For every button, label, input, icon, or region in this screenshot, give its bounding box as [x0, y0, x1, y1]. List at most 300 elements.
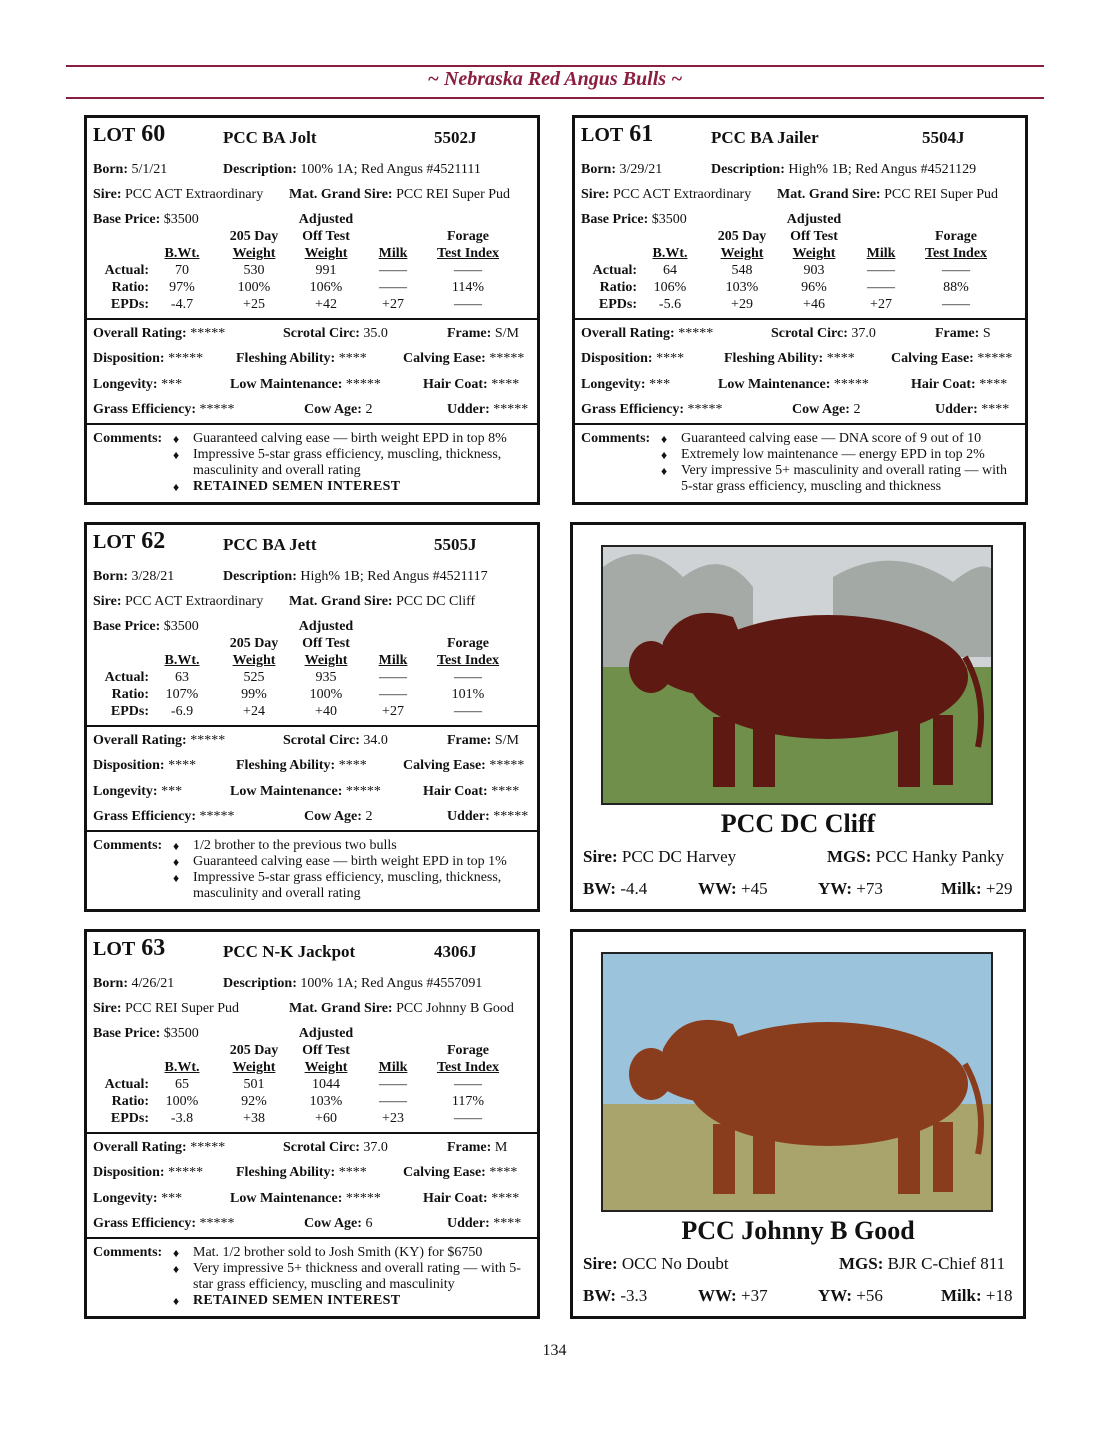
col-forage-bottom: Test Index [436, 1060, 500, 1075]
divider [87, 830, 537, 832]
photo-milk-label: Milk: [941, 879, 982, 898]
comment-text: Impressive 5-star grass efficiency, muscling, thickness, masculinity and overall rating [193, 870, 502, 901]
fleshing-ability-value: **** [338, 351, 367, 366]
row-epds-cell: +46 [803, 297, 825, 312]
comments [93, 431, 537, 501]
longevity-label: Longevity: [93, 784, 158, 799]
grass-efficiency [581, 402, 723, 418]
calving-ease-value: ***** [977, 351, 1013, 366]
row-ratio-cell: 114% [451, 280, 485, 295]
lot-label: LOT [93, 938, 136, 960]
low-maintenance-label: Low Maintenance: [230, 784, 343, 799]
row-ratio-cell: 106% [653, 280, 687, 295]
row-actual-label: Actual: [104, 670, 149, 685]
scrotal-circ-label: Scrotal Circ: [283, 326, 360, 341]
description-label: Description: [223, 162, 297, 177]
udder-value: ***** [493, 402, 529, 417]
comments [581, 431, 1025, 501]
col-205-bottom: Weight [232, 246, 276, 261]
hair-coat-value: **** [491, 784, 520, 799]
longevity [93, 1191, 182, 1207]
disposition [93, 1165, 203, 1181]
low-maintenance-label: Low Maintenance: [230, 1191, 343, 1206]
row-epds-cell: —— [942, 297, 970, 312]
sire-photo-card [570, 522, 1026, 912]
bull-name: PCC BA Jett [223, 535, 317, 554]
sire-name: PCC Johnny B Good [681, 1216, 915, 1245]
photo-sire [583, 1254, 729, 1274]
row-epds-cell: -6.9 [170, 704, 194, 719]
row-actual-cell: —— [454, 1077, 482, 1092]
frame [447, 326, 519, 342]
row-epds-cell: +60 [315, 1111, 337, 1126]
hair-coat-value: **** [491, 1191, 520, 1206]
col-adjusted-bottom: Weight [792, 246, 836, 261]
fleshing-ability [724, 351, 855, 367]
udder [935, 402, 1009, 418]
longevity-value: *** [649, 377, 671, 392]
fleshing-ability-label: Fleshing Ability: [236, 351, 336, 366]
base-price-value: $3500 [163, 1026, 199, 1041]
performance-table [87, 932, 537, 1132]
hair-coat [423, 784, 519, 800]
description-value: High% 1B; Red Angus #4521117 [300, 569, 488, 584]
row-ratio-cell: 107% [165, 687, 199, 702]
row-epds-cell: +25 [243, 297, 265, 312]
diamond-bullet-icon: ♦ [173, 1246, 180, 1260]
col-adjusted-top: Adjusted [786, 212, 842, 227]
scrotal-circ-label: Scrotal Circ: [283, 1140, 360, 1155]
cow-age-label: Cow Age: [792, 402, 850, 417]
col-milk: Milk [866, 246, 896, 261]
calving-ease [403, 351, 524, 367]
photo-sire-value: OCC No Doubt [621, 1254, 729, 1273]
disposition-value: ***** [168, 1165, 204, 1180]
comment-text: RETAINED SEMEN INTEREST [193, 1293, 401, 1308]
frame-value: S/M [494, 733, 519, 748]
row-actual-cell: 1044 [312, 1077, 340, 1092]
comment-text: Very impressive 5+ thickness and overall rating — with 5-star grass efficiency, muscling and masculinity [193, 1261, 521, 1292]
scrotal-circ-label: Scrotal Circ: [283, 733, 360, 748]
photo-ww [698, 879, 768, 899]
disposition-label: Disposition: [93, 758, 165, 773]
longevity [93, 377, 182, 393]
overall-rating [581, 326, 713, 342]
row-actual-cell: —— [942, 263, 970, 278]
frame-value: M [494, 1140, 508, 1155]
low-maintenance [718, 377, 869, 393]
col-milk: Milk [378, 653, 408, 668]
photo-bw-value: -4.4 [620, 879, 648, 898]
mat-grand-sire-label: Mat. Grand Sire: [777, 187, 881, 202]
col-bwt: B.Wt. [164, 1060, 200, 1075]
low-maintenance-label: Low Maintenance: [718, 377, 831, 392]
row-epds-cell: -3.8 [170, 1111, 194, 1126]
cow-age [304, 1216, 372, 1232]
row-ratio-cell: 117% [451, 1094, 485, 1109]
comment-item [173, 479, 533, 495]
row-ratio-cell: 88% [943, 280, 969, 295]
row-epds-label: EPDs: [110, 1111, 149, 1126]
hair-coat-value: **** [979, 377, 1008, 392]
lot-label: LOT [93, 124, 136, 146]
comment-item [173, 1245, 533, 1261]
photo-bw-value: -3.3 [620, 1286, 648, 1305]
base-price-value: $3500 [163, 619, 199, 634]
row-ratio-cell: 101% [451, 687, 485, 702]
comment-item [173, 1261, 533, 1293]
col-forage-bottom: Test Index [924, 246, 988, 261]
photo-yw-label: YW: [818, 1286, 852, 1305]
fleshing-ability [236, 351, 367, 367]
base-price-value: $3500 [651, 212, 687, 227]
hair-coat [911, 377, 1007, 393]
fleshing-ability-label: Fleshing Ability: [724, 351, 824, 366]
calving-ease-value: **** [489, 1165, 518, 1180]
udder [447, 402, 528, 418]
cow-age [304, 402, 372, 418]
col-adjusted-top: Adjusted [298, 619, 354, 634]
diamond-bullet-icon: ♦ [661, 448, 668, 462]
mat-grand-sire-value: PCC Johnny B Good [396, 1001, 514, 1016]
born-value: 3/29/21 [619, 162, 663, 177]
lot-number: 62 [141, 528, 166, 554]
grass-efficiency-label: Grass Efficiency: [93, 402, 197, 417]
sire-name: PCC DC Cliff [720, 809, 876, 838]
mat-grand-sire-label: Mat. Grand Sire: [289, 594, 393, 609]
row-epds-cell: —— [454, 704, 482, 719]
row-ratio-cell: 96% [801, 280, 827, 295]
photo-yw [818, 879, 883, 899]
header-rule-bottom [66, 97, 1044, 99]
base-price-value: $3500 [163, 212, 199, 227]
col-adjusted-bottom: Weight [304, 653, 348, 668]
frame-value: S/M [494, 326, 519, 341]
row-epds-cell: -5.6 [658, 297, 682, 312]
scrotal-circ [283, 1140, 388, 1156]
description-value: 100% 1A; Red Angus #4521111 [300, 162, 481, 177]
page-number: 134 [542, 1342, 567, 1359]
photo-sire-label: Sire: [583, 847, 618, 866]
comment-item [173, 447, 533, 479]
grass-efficiency [93, 402, 235, 418]
row-ratio-cell: 92% [241, 1094, 267, 1109]
hair-coat [423, 1191, 519, 1207]
comment-item [661, 431, 1021, 447]
overall-rating-value: ***** [678, 326, 714, 341]
calving-ease-label: Calving Ease: [403, 1165, 486, 1180]
grass-efficiency-value: ***** [199, 402, 235, 417]
divider [87, 318, 537, 320]
low-maintenance [230, 784, 381, 800]
comment-item [173, 1293, 533, 1309]
comment-text: Very impressive 5+ masculinity and overall rating — with 5-star grass efficiency, muscling and thickness [681, 463, 1007, 494]
calving-ease-value: ***** [489, 351, 525, 366]
row-ratio-label: Ratio: [599, 280, 637, 295]
disposition-value: ***** [168, 351, 204, 366]
photo-mgs-value: PCC Hanky Panky [875, 847, 1005, 866]
grass-efficiency-label: Grass Efficiency: [93, 1216, 197, 1231]
row-actual-cell: 903 [803, 263, 825, 278]
bull-name: PCC BA Jailer [711, 128, 819, 147]
lot-label: LOT [581, 124, 624, 146]
photo-mgs-value: BJR C-Chief 811 [887, 1254, 1006, 1273]
lot-label: LOT [93, 531, 136, 553]
divider [87, 1237, 537, 1239]
col-bwt: B.Wt. [164, 246, 200, 261]
row-epds-cell: +29 [731, 297, 753, 312]
col-adjusted-mid: Off Test [302, 229, 350, 244]
row-epds-cell: —— [454, 297, 482, 312]
low-maintenance-label: Low Maintenance: [230, 377, 343, 392]
row-epds-cell: +27 [382, 297, 404, 312]
col-205-top: 205 Day [229, 229, 279, 244]
hair-coat-label: Hair Coat: [911, 377, 976, 392]
longevity-value: *** [161, 784, 183, 799]
lot-card [84, 115, 540, 505]
fleshing-ability-value: **** [338, 1165, 367, 1180]
grass-efficiency-label: Grass Efficiency: [93, 809, 197, 824]
comment-text: 1/2 brother to the previous two bulls [193, 838, 397, 853]
scrotal-circ-value: 35.0 [363, 326, 388, 341]
row-actual-cell: 525 [243, 670, 265, 685]
col-205-bottom: Weight [720, 246, 764, 261]
lot-card [84, 929, 540, 1319]
fleshing-ability-value: **** [338, 758, 367, 773]
header-rule-top [66, 65, 1044, 67]
description-value: High% 1B; Red Angus #4521129 [788, 162, 977, 177]
photo-milk-label: Milk: [941, 1286, 982, 1305]
overall-rating-value: ***** [190, 733, 226, 748]
bull-tag: 5504J [922, 128, 965, 147]
col-adjusted-mid: Off Test [790, 229, 838, 244]
row-epds-cell: +42 [315, 297, 337, 312]
row-actual-cell: —— [379, 263, 407, 278]
sire-label: Sire: [93, 187, 122, 202]
low-maintenance-value: ***** [345, 1191, 381, 1206]
photo-milk-value: +18 [985, 1286, 1013, 1305]
longevity-value: *** [161, 377, 183, 392]
frame-label: Frame: [447, 733, 492, 748]
disposition-value: **** [168, 758, 197, 773]
row-actual-cell: —— [379, 670, 407, 685]
longevity [93, 784, 182, 800]
bull-name: PCC N-K Jackpot [223, 942, 356, 961]
row-epds-cell: +23 [382, 1111, 404, 1126]
comment-text: Extremely low maintenance — energy EPD in top 2% [681, 447, 985, 462]
comment-item [173, 870, 533, 902]
cow-age-value: 6 [365, 1216, 373, 1231]
cow-age-label: Cow Age: [304, 1216, 362, 1231]
born-label: Born: [93, 569, 128, 584]
photo-milk [941, 1286, 1012, 1306]
description-label: Description: [223, 569, 297, 584]
udder [447, 1216, 521, 1232]
row-ratio-cell: 103% [309, 1094, 343, 1109]
row-epds-label: EPDs: [598, 297, 637, 312]
col-205-top: 205 Day [717, 229, 767, 244]
comment-item [661, 463, 1021, 495]
mat-grand-sire-value: PCC DC Cliff [396, 594, 476, 609]
row-epds-cell: +38 [243, 1111, 265, 1126]
comments [93, 1245, 537, 1315]
comments-list [173, 838, 533, 902]
divider [87, 725, 537, 727]
scrotal-circ-value: 37.0 [851, 326, 876, 341]
udder-value: **** [981, 402, 1010, 417]
cow-age-value: 2 [365, 402, 373, 417]
sire-value: PCC ACT Extraordinary [125, 594, 264, 609]
cow-age [792, 402, 860, 418]
col-milk: Milk [378, 246, 408, 261]
hair-coat-label: Hair Coat: [423, 377, 488, 392]
bull-name: PCC BA Jolt [223, 128, 317, 147]
photo-bw-label: BW: [583, 1286, 617, 1305]
row-ratio-cell: —— [867, 280, 895, 295]
diamond-bullet-icon: ♦ [173, 1294, 180, 1308]
row-epds-cell: —— [454, 1111, 482, 1126]
row-ratio-cell: —— [379, 687, 407, 702]
comment-text: Guaranteed calving ease — birth weight EPD in top 1% [193, 854, 507, 869]
udder [447, 809, 528, 825]
bull-tag: 5505J [434, 535, 477, 554]
overall-rating [93, 326, 225, 342]
cow-age-value: 2 [853, 402, 861, 417]
sire-photo-card [570, 929, 1026, 1319]
row-ratio-cell: —— [379, 280, 407, 295]
photo-sire-value: PCC DC Harvey [621, 847, 737, 866]
performance-table [575, 118, 1025, 318]
col-forage-top: Forage [935, 229, 977, 244]
udder-label: Udder: [447, 809, 490, 824]
row-epds-cell: +40 [315, 704, 337, 719]
row-actual-cell: 548 [731, 263, 753, 278]
overall-rating-value: ***** [190, 1140, 226, 1155]
comment-text: Guaranteed calving ease — DNA score of 9 out of 10 [681, 431, 982, 446]
lot-number: 60 [141, 121, 166, 147]
calving-ease-label: Calving Ease: [891, 351, 974, 366]
col-bwt: B.Wt. [164, 653, 200, 668]
row-actual-label: Actual: [592, 263, 637, 278]
comment-item [173, 838, 533, 854]
row-ratio-cell: 100% [165, 1094, 199, 1109]
comments-label: Comments: [93, 1245, 163, 1260]
mat-grand-sire-value: PCC REI Super Pud [884, 187, 999, 202]
photo-ww-value: +45 [740, 879, 768, 898]
overall-rating-label: Overall Rating: [581, 326, 675, 341]
photo-mgs-label: MGS: [827, 847, 872, 866]
photo-yw-label: YW: [818, 879, 852, 898]
fleshing-ability-value: **** [826, 351, 855, 366]
photo-bw [583, 1286, 647, 1306]
low-maintenance [230, 377, 381, 393]
disposition-label: Disposition: [93, 351, 165, 366]
low-maintenance-value: ***** [345, 377, 381, 392]
diamond-bullet-icon: ♦ [661, 464, 668, 478]
diamond-bullet-icon: ♦ [173, 432, 180, 446]
sire-label: Sire: [93, 1001, 122, 1016]
frame-value: S [982, 326, 991, 341]
born-label: Born: [93, 162, 128, 177]
disposition [93, 758, 196, 774]
photo-yw [818, 1286, 883, 1306]
fleshing-ability-label: Fleshing Ability: [236, 1165, 336, 1180]
calving-ease [403, 1165, 517, 1181]
row-actual-cell: 63 [175, 670, 189, 685]
sire-label: Sire: [581, 187, 610, 202]
diamond-bullet-icon: ♦ [173, 855, 180, 869]
calving-ease-value: ***** [489, 758, 525, 773]
born-value: 4/26/21 [131, 976, 175, 991]
col-adjusted-mid: Off Test [302, 1043, 350, 1058]
hair-coat-label: Hair Coat: [423, 784, 488, 799]
bull-tag: 5502J [434, 128, 477, 147]
col-forage-top: Forage [447, 636, 489, 651]
longevity-label: Longevity: [581, 377, 646, 392]
col-adjusted-top: Adjusted [298, 1026, 354, 1041]
col-adjusted-bottom: Weight [304, 246, 348, 261]
sire-value: PCC REI Super Pud [125, 1001, 239, 1016]
col-forage-top: Forage [447, 229, 489, 244]
overall-rating-label: Overall Rating: [93, 1140, 187, 1155]
row-epds-label: EPDs: [110, 704, 149, 719]
bull-tag: 4306J [434, 942, 477, 961]
diamond-bullet-icon: ♦ [661, 432, 668, 446]
bull-photo [601, 952, 993, 1212]
divider [87, 1132, 537, 1134]
row-ratio-cell: 106% [309, 280, 343, 295]
hair-coat-label: Hair Coat: [423, 1191, 488, 1206]
cow-age [304, 809, 372, 825]
disposition [93, 351, 203, 367]
mat-grand-sire-value: PCC REI Super Pud [396, 187, 511, 202]
udder-value: ***** [493, 809, 529, 824]
cow-age-value: 2 [365, 809, 373, 824]
lot-card [572, 115, 1028, 505]
row-actual-cell: 501 [243, 1077, 265, 1092]
diamond-bullet-icon: ♦ [173, 1262, 180, 1276]
base-price-label: Base Price: [581, 212, 649, 227]
row-ratio-cell: 103% [725, 280, 759, 295]
photo-mgs [827, 847, 1004, 867]
comments [93, 838, 537, 908]
mat-grand-sire-label: Mat. Grand Sire: [289, 187, 393, 202]
row-epds-cell: +27 [382, 704, 404, 719]
calving-ease-label: Calving Ease: [403, 758, 486, 773]
row-ratio-cell: —— [379, 1094, 407, 1109]
bull-photo [601, 545, 993, 805]
born-label: Born: [581, 162, 616, 177]
photo-mgs [839, 1254, 1005, 1274]
row-ratio-label: Ratio: [111, 687, 149, 702]
page-header: ~ Nebraska Red Angus Bulls ~ [427, 68, 683, 90]
comment-text: Guaranteed calving ease — birth weight EPD in top 8% [193, 431, 507, 446]
mat-grand-sire-label: Mat. Grand Sire: [289, 1001, 393, 1016]
grass-efficiency-value: ***** [199, 809, 235, 824]
fleshing-ability-label: Fleshing Ability: [236, 758, 336, 773]
photo-milk [941, 879, 1012, 899]
sire-value: PCC ACT Extraordinary [125, 187, 264, 202]
comment-item [173, 431, 533, 447]
overall-rating-value: ***** [190, 326, 226, 341]
scrotal-circ [283, 326, 388, 342]
base-price-label: Base Price: [93, 212, 161, 227]
row-ratio-cell: 100% [237, 280, 271, 295]
description-label: Description: [223, 976, 297, 991]
col-205-top: 205 Day [229, 636, 279, 651]
comments-label: Comments: [93, 838, 163, 853]
divider [575, 423, 1025, 425]
